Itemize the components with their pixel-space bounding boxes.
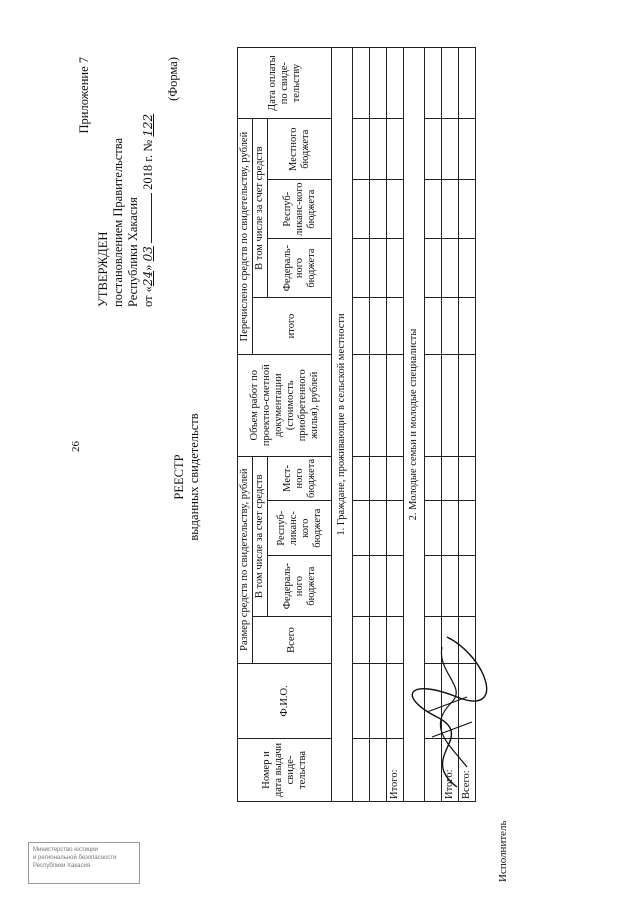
date-mid: » bbox=[141, 264, 155, 271]
registration-stamp bbox=[28, 842, 140, 884]
col-federal2-header: Федераль-ного бюджета bbox=[268, 239, 332, 298]
col-itogo-header: итого bbox=[253, 298, 332, 355]
col-number-header: Номер и дата выдачи свиде-тельства bbox=[238, 739, 332, 802]
col-republic2-header: Респуб-ликанс-кого бюджета bbox=[268, 180, 332, 239]
subtotal-label: Итого: bbox=[442, 739, 459, 802]
table-row bbox=[370, 48, 387, 802]
col-volume-header: Объем работ по проектно-сметной документации (стоимость приобретенного жилья), рублей bbox=[238, 354, 332, 456]
col-local-header: Мест-ного бюджета bbox=[268, 456, 332, 501]
form-label: (Форма) bbox=[166, 57, 180, 101]
doc-number: 122 bbox=[141, 113, 155, 137]
stamp-line3: Республики Хакасия bbox=[33, 863, 91, 869]
grand-total-label: Всего: bbox=[459, 739, 476, 802]
col-republic-header: Респуб-ликанс-кого бюджета bbox=[268, 501, 332, 556]
approval-date bbox=[141, 57, 156, 307]
col-size-group-header: Размер средств по свидетельству, рублей bbox=[238, 456, 253, 663]
col-incl-header: В том числе за счет средств bbox=[253, 456, 268, 617]
col-transfer-group-header: Перечислено средств по свидетельству, рублей bbox=[238, 119, 253, 355]
signature-image bbox=[397, 627, 492, 797]
col-total-header: Всего bbox=[253, 617, 332, 664]
date-year: 2018 г. № bbox=[141, 139, 155, 190]
col-fio-header: Ф.И.О. bbox=[238, 663, 332, 738]
col-incl2-header: В том числе за счет средств bbox=[253, 119, 268, 298]
table-row bbox=[353, 48, 370, 802]
approval-line1: УТВЕРЖДЕН bbox=[96, 231, 110, 307]
approval-line2: постановлением Правительства bbox=[111, 137, 125, 307]
register-subtitle: выданных свидетельств bbox=[187, 413, 201, 541]
landscape-content bbox=[0, 47, 527, 897]
register-title: РЕЕСТР bbox=[172, 454, 186, 500]
approval-line3: Республики Хакасия bbox=[126, 197, 140, 307]
date-day: 24 bbox=[141, 270, 155, 287]
annex-label: Приложение 7 bbox=[77, 57, 91, 134]
register-heading bbox=[172, 357, 202, 597]
date-prefix: от « bbox=[141, 286, 155, 307]
col-federal-header: Федераль-ного бюджета bbox=[268, 556, 332, 617]
col-payment-date-header: Дата оплаты по свиде-тельству bbox=[238, 48, 332, 119]
approval-block bbox=[77, 57, 181, 307]
date-month: 03 bbox=[141, 246, 155, 262]
stamp-line2: и региональной безопасности bbox=[33, 855, 117, 861]
executor-label: Исполнитель bbox=[497, 820, 509, 882]
stamp-line1: Министерство юстиции bbox=[33, 847, 98, 853]
section2-row: 2. Молодые семьи и молодые специалисты bbox=[404, 48, 425, 802]
section1-row: 1. Граждане, проживающие в сельской местности bbox=[332, 48, 353, 802]
subtotal-label: Итого: bbox=[387, 739, 404, 802]
page-number: 26 bbox=[70, 441, 82, 452]
col-local2-header: Местного бюджета bbox=[268, 119, 332, 180]
